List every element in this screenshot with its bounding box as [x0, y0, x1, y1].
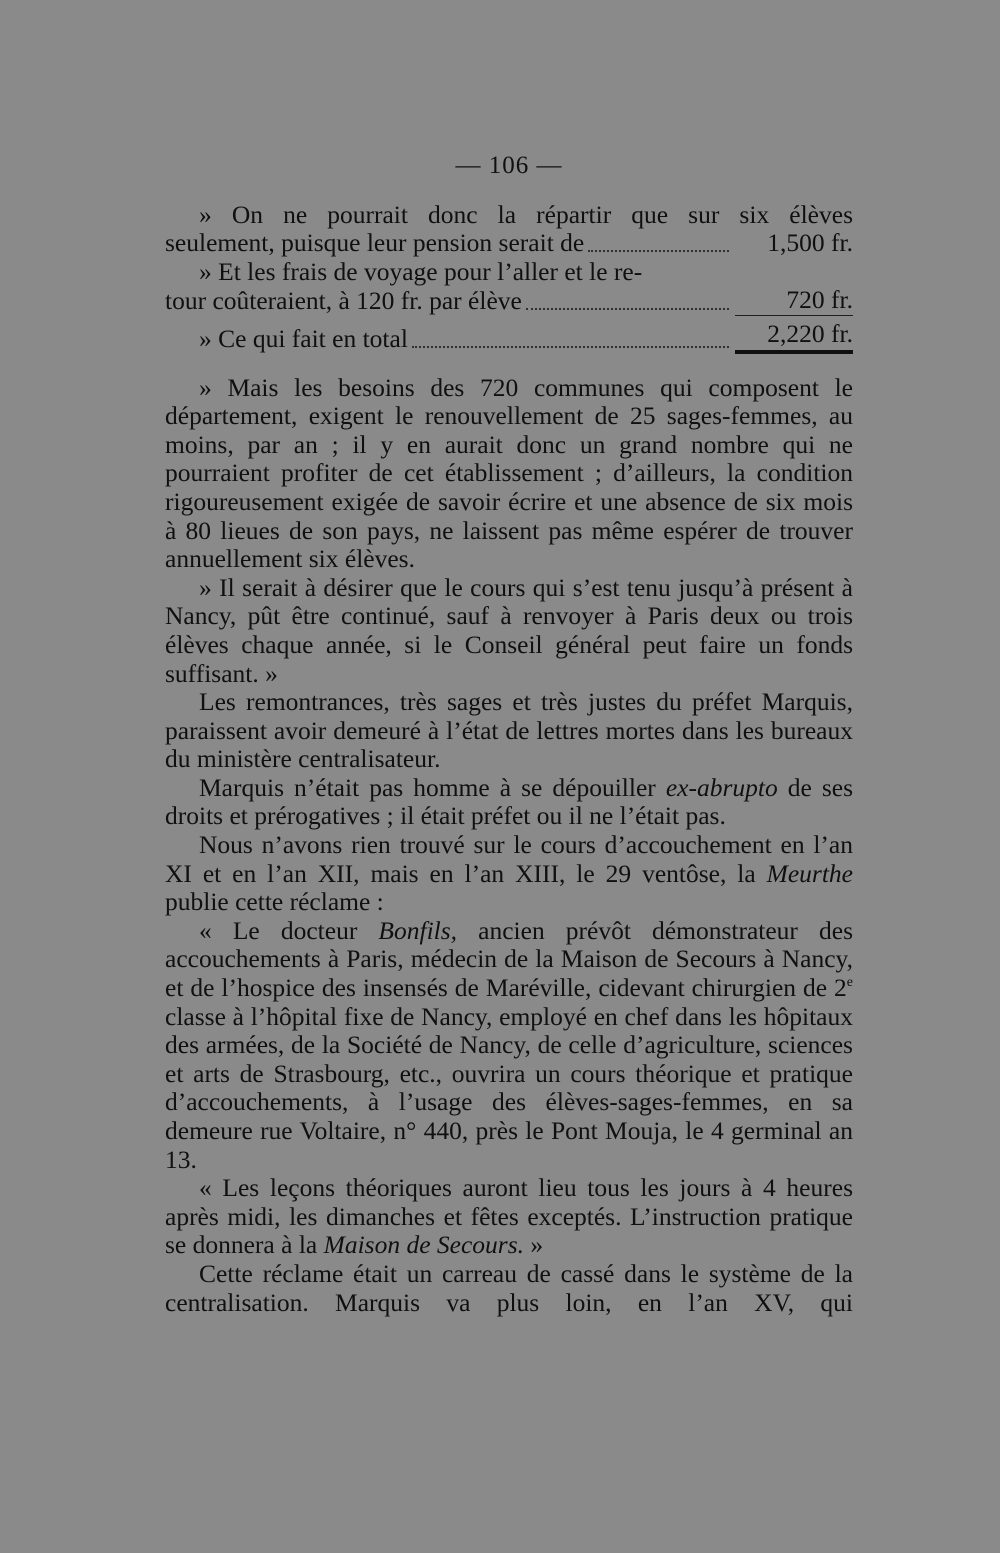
text-run: classe à l’hôpital fixe de Nancy, employé en chef dans les hôpitaux des armées, de la Société de Nancy, de celle d’agriculture, sciences et arts de Strasbourg, etc., ouvrira un cours théorique et pratique d’accouchements, à l’usage des élèves-sages-femmes, en sa demeure rue Voltaire, n° 440, près le Pont Mouja, le 4 germinal an 13. [165, 1001, 853, 1174]
paragraph [165, 831, 853, 917]
paragraph: Les remontrances, très sages et très justes du préfet Marquis, paraissent avoir demeuré à l’état de lettres mortes dans les bureaux du ministère centralisateur. [165, 687, 853, 774]
leader-dots [588, 249, 729, 252]
leader-dots [412, 345, 729, 348]
leader-dots [526, 307, 729, 310]
text-run: » [524, 1230, 544, 1260]
text-run: Marquis n’était pas homme à se dépouiller [199, 772, 666, 802]
text-run: publie cette réclame : [165, 887, 384, 917]
paragraph: » Il serait à désirer que le cours qui s’est tenu jusqu’à présent à Nancy, pût être continué, sauf à renvoyer à Paris deux ou trois élèves chaque année, si le Conseil général peut faire un fonds suffisant. » [165, 572, 853, 688]
budget-row-voyage-1 [165, 258, 853, 287]
paragraph: » Mais les besoins des 720 communes qui composent le département, exigent le renouvellement de 25 sages-femmes, au moins, par an ; il y en aurait donc un grand nombre qui ne pourraient profiter de cet établissement ; d’ailleurs, la condition rigoureusement exigée de savoir écrire et une absence de six mois à 80 lieues de son pays, ne laissent pas même espérer de trouver annuellement six élèves. [165, 372, 853, 574]
budget-amount-voyage: 720 fr. [735, 286, 853, 316]
budget-row-total [165, 320, 853, 354]
text-run: Nous n’avons rien trouvé sur le cours d’accouchement en l’an XI et en l’an XII, mais en l’an XIII, le 29 ventôse, la [165, 830, 853, 888]
budget-amount-pension: 1,500 fr. [767, 228, 853, 258]
budget-amount-total: 2,220 fr. [735, 320, 853, 354]
budget-row-voyage-2 [165, 286, 853, 316]
italic-place-name: Maison de Secours. [323, 1230, 525, 1260]
spacer [165, 354, 853, 374]
text-run: ancien prévôt démonstrateur des accouchements à Paris, médecin de la Maison de Secours à Nancy, et de l’hospice des insensés de Maréville, cidevant chirurgien de 2 [165, 915, 854, 1003]
budget-label-pension: seulement, puisque leur pension serait de [165, 228, 585, 258]
text-run: « Les leçons théoriques auront lieu tous les jours à 4 heures après midi, les dimanches et fêtes exceptés. L’instruction pratique se donnera à la [165, 1173, 853, 1260]
budget-block [165, 201, 853, 354]
italic-person-name: Bonfils, [378, 915, 458, 945]
paragraph: Cette réclame était un carreau de cassé dans le système de la centralisation. Marquis va plus loin, en l’an XV, qui [165, 1258, 853, 1317]
text-run: « Le docteur [199, 915, 379, 945]
text-run: de ses droits et prérogatives ; il était préfet ou il ne l’était pas. [165, 772, 854, 831]
budget-label-voyage: » Et les frais de voyage pour l’aller et le re- [199, 256, 643, 286]
italic-newspaper-name: Meurthe [766, 858, 853, 888]
superscript: e [846, 975, 853, 991]
paragraph [165, 1174, 853, 1260]
budget-label-total: » Ce qui fait en total [199, 323, 408, 353]
budget-row-pension [165, 229, 853, 258]
page-content [165, 152, 853, 1317]
italic-term: ex-abrupto [665, 772, 778, 802]
paragraph [165, 917, 853, 1174]
budget-label-voyage-cont: tour coûteraient, à 120 fr. par élève [165, 286, 522, 316]
page-number: — 106 — [455, 152, 563, 179]
paragraph [165, 774, 853, 831]
budget-line-1: » On ne pourrait donc la répartir que sur six élèves [199, 199, 853, 229]
